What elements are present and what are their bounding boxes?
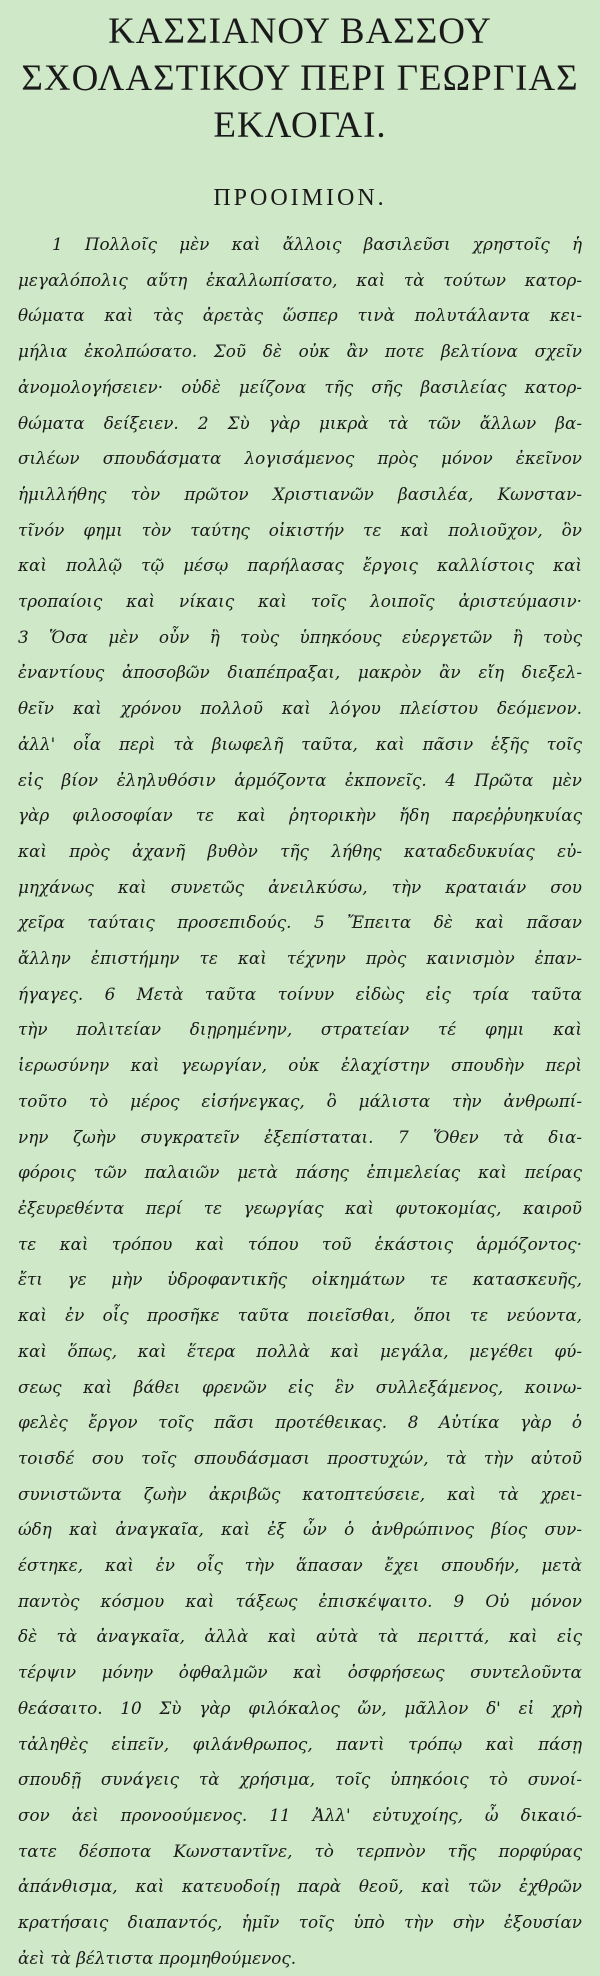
body-text bbox=[18, 227, 582, 1976]
text-line: ἀνομολογήσειεν· οὐδὲ μείζονα τῆς σῆς βασιλείας κατορ- bbox=[18, 376, 582, 397]
title-line: ΚΑΣΣΙΑΝΟΥ ΒΑΣΣΟΥ bbox=[108, 11, 492, 52]
text-line: ἀλλ' οἷα περὶ τὰ βιωφελῆ ταῦτα, καὶ πᾶσιν ἑξῆς τοῖς bbox=[18, 733, 582, 754]
text-line: ἱερωσύνην καὶ γεωργίαν, οὐκ ἐλαχίστην σπουδὴν περὶ bbox=[18, 1055, 582, 1076]
text-line: τἀληθὲς εἰπεῖν, φιλάνθρωπος, παντὶ τρόπῳ καὶ πάσῃ bbox=[18, 1733, 582, 1754]
text-line: θώματα δείξειεν. 2 Σὺ γὰρ μικρὰ τὰ τῶν ἄλλων βα- bbox=[18, 412, 582, 433]
title-line: ΕΚΛΟΓΑΙ. bbox=[213, 105, 387, 146]
text-line: χεῖρα ταύταις προσεπιδούς. 5 Ἔπειτα δὲ καὶ πᾶσαν bbox=[18, 912, 582, 933]
text-line: ώδη καὶ ἀναγκαῖα, καὶ ἐξ ὧν ὁ ἀνθρώπινος βίος συν- bbox=[18, 1519, 582, 1540]
text-line: ἀπάνθισμα, καὶ κατευοδοίῃ παρὰ θεοῦ, καὶ τῶν ἐχθρῶν bbox=[18, 1876, 582, 1897]
text-line: ἐναντίους ἀποσοβῶν διαπέπραξαι, μακρὸν ἂν εἴη διεξελ- bbox=[18, 662, 582, 683]
text-line: παντὸς κόσμου καὶ τάξεως ἐπισκέψαιτο. 9 Οὐ μόνον bbox=[18, 1590, 582, 1611]
text-line: ἔτι γε μὴν ὑδροφαντικῆς οἰκημάτων τε κατασκευῆς, bbox=[18, 1269, 582, 1290]
text-line: δὲ τὰ ἀναγκαῖα, ἀλλὰ καὶ αὐτὰ τὰ περιττά, καὶ εἰς bbox=[18, 1626, 582, 1647]
text-line: ἀεὶ τὰ βέλτιστα προμηθούμενος. bbox=[18, 1947, 297, 1968]
text-line: θεάσαιτο. 10 Σὺ γὰρ φιλόκαλος ὤν, μᾶλλον δ' εἰ χρὴ bbox=[18, 1697, 582, 1718]
text-line: ἡμιλλήθης τὸν πρῶτον Χριστιανῶν βασιλέα, Κωνσταν- bbox=[18, 483, 582, 504]
text-line: κρατήσαις διαπαντός, ἡμῖν τοῖς ὑπὸ τὴν σὴν ἐξουσίαν bbox=[18, 1912, 582, 1933]
text-line: τροπαίοις καὶ νίκαις καὶ τοῖς λοιποῖς ἀριστεύμασιν· bbox=[18, 591, 582, 612]
text-line: 1 Πολλοῖς μὲν καὶ ἄλλοις βασιλεῦσι χρηστοῖς ἡ bbox=[52, 234, 582, 254]
text-line: τοῦτο τὸ μέρος εἰσήνεγκας, ὃ μάλιστα τὴν ἀνθρωπί- bbox=[18, 1090, 582, 1111]
text-line: φελὲς ἔργον τοῖς πᾶσι προτέθεικας. 8 Αὐτίκα γὰρ ὁ bbox=[18, 1412, 582, 1433]
text-line: φόροις τῶν παλαιῶν μετὰ πάσης ἐπιμελείας καὶ πείρας bbox=[18, 1162, 582, 1183]
text-line: ἐξευρεθέντα περί τε γεωργίας καὶ φυτοκομίας, καιροῦ bbox=[18, 1197, 582, 1218]
text-line: τε καὶ τρόπου καὶ τόπου τοῦ ἑκάστοις ἁρμόζοντος· bbox=[18, 1233, 582, 1254]
text-line: καὶ ὅπως, καὶ ἕτερα πολλὰ καὶ μεγάλα, μεγέθει φύ- bbox=[18, 1340, 582, 1361]
text-line: τῖνόν φημι τὸν ταύτης οἰκιστήν τε καὶ πολιοῦχον, ὃν bbox=[18, 519, 582, 540]
text-line: καὶ πολλῷ τῷ μέσῳ παρήλασας ἔργοις καλλίστοις καὶ bbox=[18, 555, 582, 576]
text-line: ἄλλην ἐπιστήμην τε καὶ τέχνην πρὸς καινισμὸν ἐπαν- bbox=[18, 948, 582, 969]
text-line: σον ἀεὶ προνοούμενος. 11 Ἀλλ' εὐτυχοίης, ὦ δικαιό- bbox=[18, 1804, 582, 1825]
text-line: τατε δέσποτα Κωνσταντῖνε, τὸ τερπνὸν τῆς πορφύρας bbox=[18, 1840, 582, 1861]
text-line: τέρψιν μόνην ὀφθαλμῶν καὶ ὀσφρήσεως συντελοῦντα bbox=[18, 1662, 582, 1683]
text-line: θώματα καὶ τὰς ἀρετὰς ὥσπερ τινὰ πολυτάλαντα κει- bbox=[18, 305, 582, 326]
text-line: σεως καὶ βάθει φρενῶν εἰς ἓν συλλεξάμενος, κοινω- bbox=[18, 1376, 582, 1397]
text-line: εἰς βίον ἐληλυθόσιν ἁρμόζοντα ἐκπονεῖς. 4 Πρῶτα μὲν bbox=[18, 769, 582, 790]
text-line: ήγαγες. 6 Μετὰ ταῦτα τοίνυν εἰδὼς εἰς τρία ταῦτα bbox=[18, 983, 582, 1004]
text-line: 3 Ὅσα μὲν οὖν ἢ τοὺς ὑπηκόους εὐεργετῶν ἢ τοὺς bbox=[18, 626, 582, 647]
title-line: ΣΧΟΛΑΣΤΙΚΟΥ ΠΕΡΙ ΓΕΩΡΓΙΑΣ bbox=[21, 58, 579, 99]
text-line: συνιστῶντα ζωὴν ἀκριβῶς κατοπτεύσειε, καὶ τὰ χρει- bbox=[18, 1483, 582, 1504]
text-line: τοισδέ σου τοῖς σπουδάσμασι προστυχών, τὰ τὴν αὐτοῦ bbox=[18, 1447, 582, 1468]
text-line: θεῖν καὶ χρόνου πολλοῦ καὶ λόγου πλείστου δεόμενον. bbox=[18, 698, 582, 719]
text-line: τὴν πολιτείαν διῃρημένην, στρατείαν τέ φημι καὶ bbox=[18, 1019, 582, 1040]
text-line: καὶ ἐν οἷς προσῆκε ταῦτα ποιεῖσθαι, ὅποι τε νεύοντα, bbox=[18, 1305, 582, 1326]
text-line: σπουδῇ συνάγεις τὰ χρήσιμα, τοῖς ὑπηκόοις τὸ συνοί- bbox=[18, 1769, 582, 1790]
text-line: νην ζωὴν συγκρατεῖν ἐξεπίσταται. 7 Ὅθεν τὰ δια- bbox=[18, 1126, 582, 1147]
section-heading: ΠΡΟΟΙΜΙΟΝ. bbox=[213, 185, 387, 211]
text-line: γὰρ φιλοσοφίαν τε καὶ ῥητορικὴν ἤδη παρεῤῥυηκυίας bbox=[18, 805, 582, 826]
text-line: σιλέων σπουδάσματα λογισάμενος πρὸς μόνον ἐκεῖνον bbox=[18, 448, 582, 469]
text-line: έστηκε, καὶ ἐν οἷς τὴν ἅπασαν ἔχει σπουδήν, μετὰ bbox=[18, 1555, 582, 1576]
text-line: μήλια ἐκολπώσατο. Σοῦ δὲ οὐκ ἂν ποτε βελτίονα σχεῖν bbox=[18, 341, 582, 362]
text-line: καὶ πρὸς ἀχανῆ βυθὸν τῆς λήθης καταδεδυκυίας εὐ- bbox=[18, 840, 582, 861]
title-block bbox=[18, 8, 582, 149]
text-line: μηχάνως καὶ συνετῶς ἀνειλκύσω, τὴν κραταιάν σου bbox=[18, 876, 582, 897]
text-line: μεγαλόπολις αὕτη ἐκαλλωπίσατο, καὶ τὰ τούτων κατορ- bbox=[18, 269, 582, 290]
